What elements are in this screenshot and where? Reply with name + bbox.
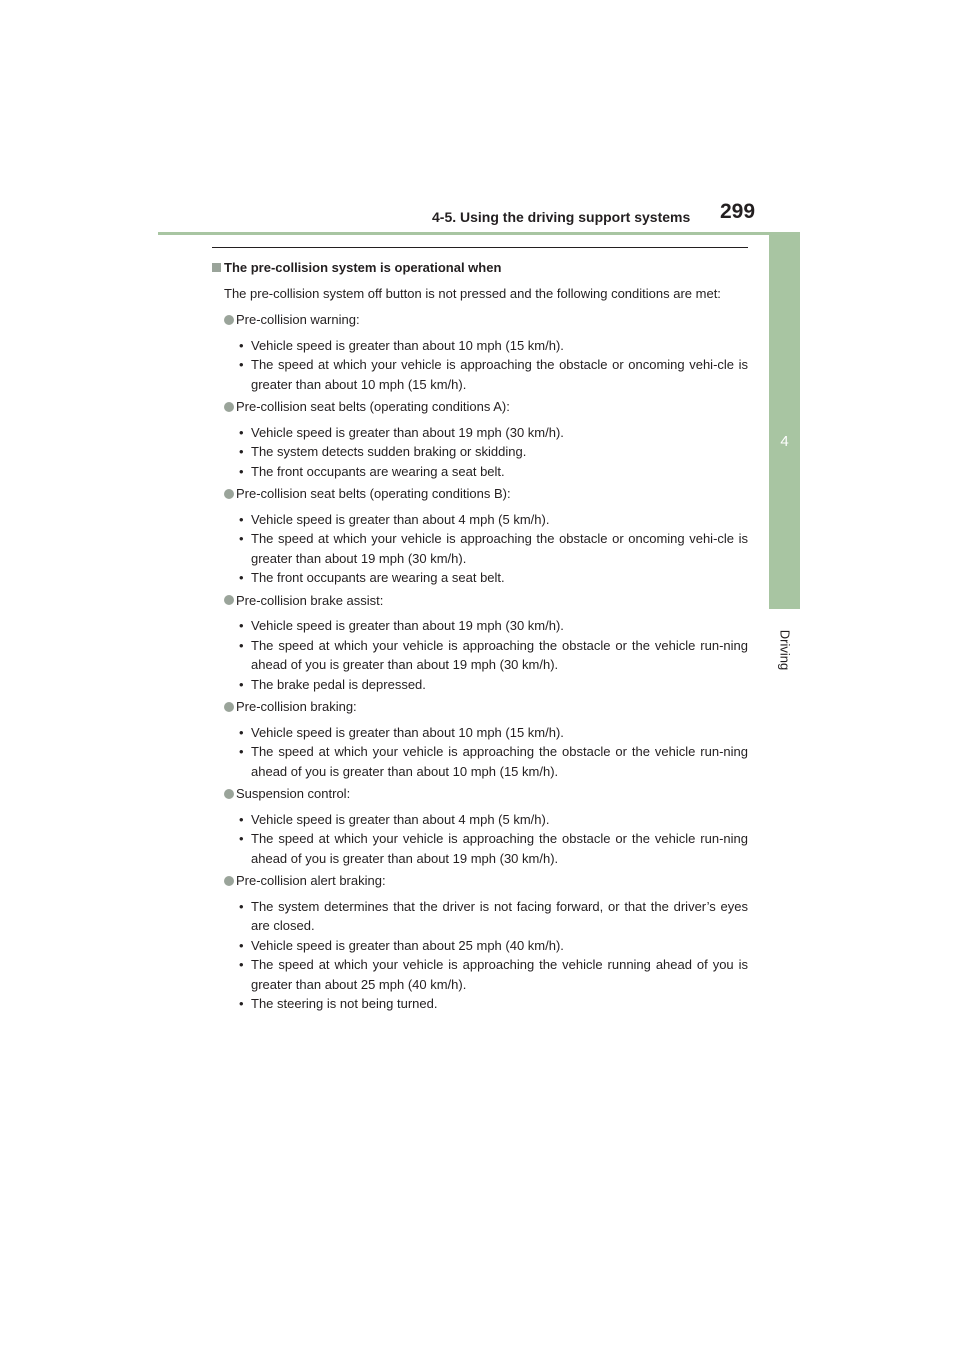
condition-group-title: Pre-collision braking: bbox=[236, 699, 357, 714]
condition-list-item: • The speed at which your vehicle is approaching the obstacle or oncoming vehi-cle is greater than about 19 mph (30 km/h). bbox=[239, 529, 748, 568]
condition-list-item: • Vehicle speed is greater than about 19 mph (30 km/h). bbox=[239, 423, 748, 443]
condition-group-heading bbox=[212, 697, 748, 717]
condition-group-heading bbox=[212, 310, 748, 330]
condition-list bbox=[212, 897, 748, 1014]
condition-group-heading bbox=[212, 871, 748, 891]
circle-bullet-icon bbox=[224, 595, 234, 605]
chapter-tab-number: 4 bbox=[780, 433, 789, 450]
chapter-side-tab bbox=[769, 234, 800, 609]
condition-list bbox=[212, 423, 748, 482]
condition-list-item: • The brake pedal is depressed. bbox=[239, 675, 748, 695]
chapter-tab-label-text: Driving bbox=[777, 629, 793, 671]
circle-bullet-icon bbox=[224, 702, 234, 712]
condition-group-title: Pre-collision seat belts (operating conditions A): bbox=[236, 399, 510, 414]
condition-group-title: Pre-collision brake assist: bbox=[236, 592, 384, 608]
condition-groups bbox=[212, 310, 748, 1014]
section-intro: The pre-collision system off button is not pressed and the following conditions are met: bbox=[224, 285, 721, 301]
condition-list-item: • The speed at which your vehicle is approaching the obstacle or the vehicle run-ning ahead of you is greater than about 19 mph (30 km/h). bbox=[239, 829, 748, 868]
condition-group-heading bbox=[212, 591, 748, 611]
page-number: 299 bbox=[720, 200, 756, 223]
section-heading-text: The pre-collision system is operational when bbox=[224, 260, 502, 275]
circle-bullet-icon bbox=[224, 402, 234, 412]
circle-bullet-icon bbox=[224, 876, 234, 886]
header-rule bbox=[158, 232, 800, 235]
circle-bullet-icon bbox=[224, 315, 234, 325]
condition-list bbox=[212, 810, 748, 869]
condition-list-item: • The speed at which your vehicle is approaching the obstacle or the vehicle run-ning ahead of you is greater than about 19 mph (30 km/h). bbox=[239, 636, 748, 675]
condition-list-item: • The front occupants are wearing a seat belt. bbox=[239, 462, 748, 482]
content-rule bbox=[212, 247, 748, 248]
circle-bullet-icon bbox=[224, 489, 234, 499]
condition-group-heading bbox=[212, 484, 748, 504]
condition-list-item: • Vehicle speed is greater than about 10 mph (15 km/h). bbox=[239, 723, 748, 743]
chapter-tab-label bbox=[776, 620, 794, 680]
condition-list-item: • The speed at which your vehicle is approaching the obstacle or the vehicle run-ning ahead of you is greater than about 10 mph (15 km/h). bbox=[239, 742, 748, 781]
condition-list-item: • Vehicle speed is greater than about 10 mph (15 km/h). bbox=[239, 336, 748, 356]
condition-list bbox=[212, 616, 748, 694]
condition-list-item: • Vehicle speed is greater than about 19 mph (30 km/h). bbox=[239, 616, 748, 636]
condition-list bbox=[212, 336, 748, 395]
condition-group-title: Pre-collision warning: bbox=[236, 312, 360, 327]
condition-group-title: Pre-collision alert braking: bbox=[236, 873, 386, 888]
circle-bullet-icon bbox=[224, 789, 234, 799]
condition-list-item: • The speed at which your vehicle is approaching the vehicle running ahead of you is greater than about 25 mph (40 km/h). bbox=[239, 955, 748, 994]
condition-list-item: • Vehicle speed is greater than about 4 mph (5 km/h). bbox=[239, 810, 748, 830]
condition-list bbox=[212, 510, 748, 588]
condition-list-item: • The system detects sudden braking or skidding. bbox=[239, 442, 748, 462]
condition-list-item: • Vehicle speed is greater than about 4 mph (5 km/h). bbox=[239, 510, 748, 530]
main-content bbox=[212, 258, 748, 1017]
section-heading bbox=[212, 258, 748, 278]
condition-group-heading bbox=[212, 784, 748, 804]
condition-group-heading bbox=[212, 397, 748, 417]
condition-list-item: • The front occupants are wearing a seat belt. bbox=[239, 568, 748, 588]
condition-list bbox=[212, 723, 748, 782]
condition-list-item: • The speed at which your vehicle is approaching the obstacle or oncoming vehi-cle is greater than about 10 mph (15 km/h). bbox=[239, 355, 748, 394]
condition-group-title: Suspension control: bbox=[236, 786, 351, 801]
page-header-title: 4-5. Using the driving support systems bbox=[432, 209, 691, 225]
condition-list-item: • The steering is not being turned. bbox=[239, 994, 748, 1014]
condition-group-title: Pre-collision seat belts (operating conditions B): bbox=[236, 486, 511, 501]
condition-list-item: • Vehicle speed is greater than about 25 mph (40 km/h). bbox=[239, 936, 748, 956]
square-bullet-icon bbox=[212, 263, 221, 272]
condition-list-item: • The system determines that the driver is not facing forward, or that the driver’s eyes are closed. bbox=[239, 897, 748, 936]
